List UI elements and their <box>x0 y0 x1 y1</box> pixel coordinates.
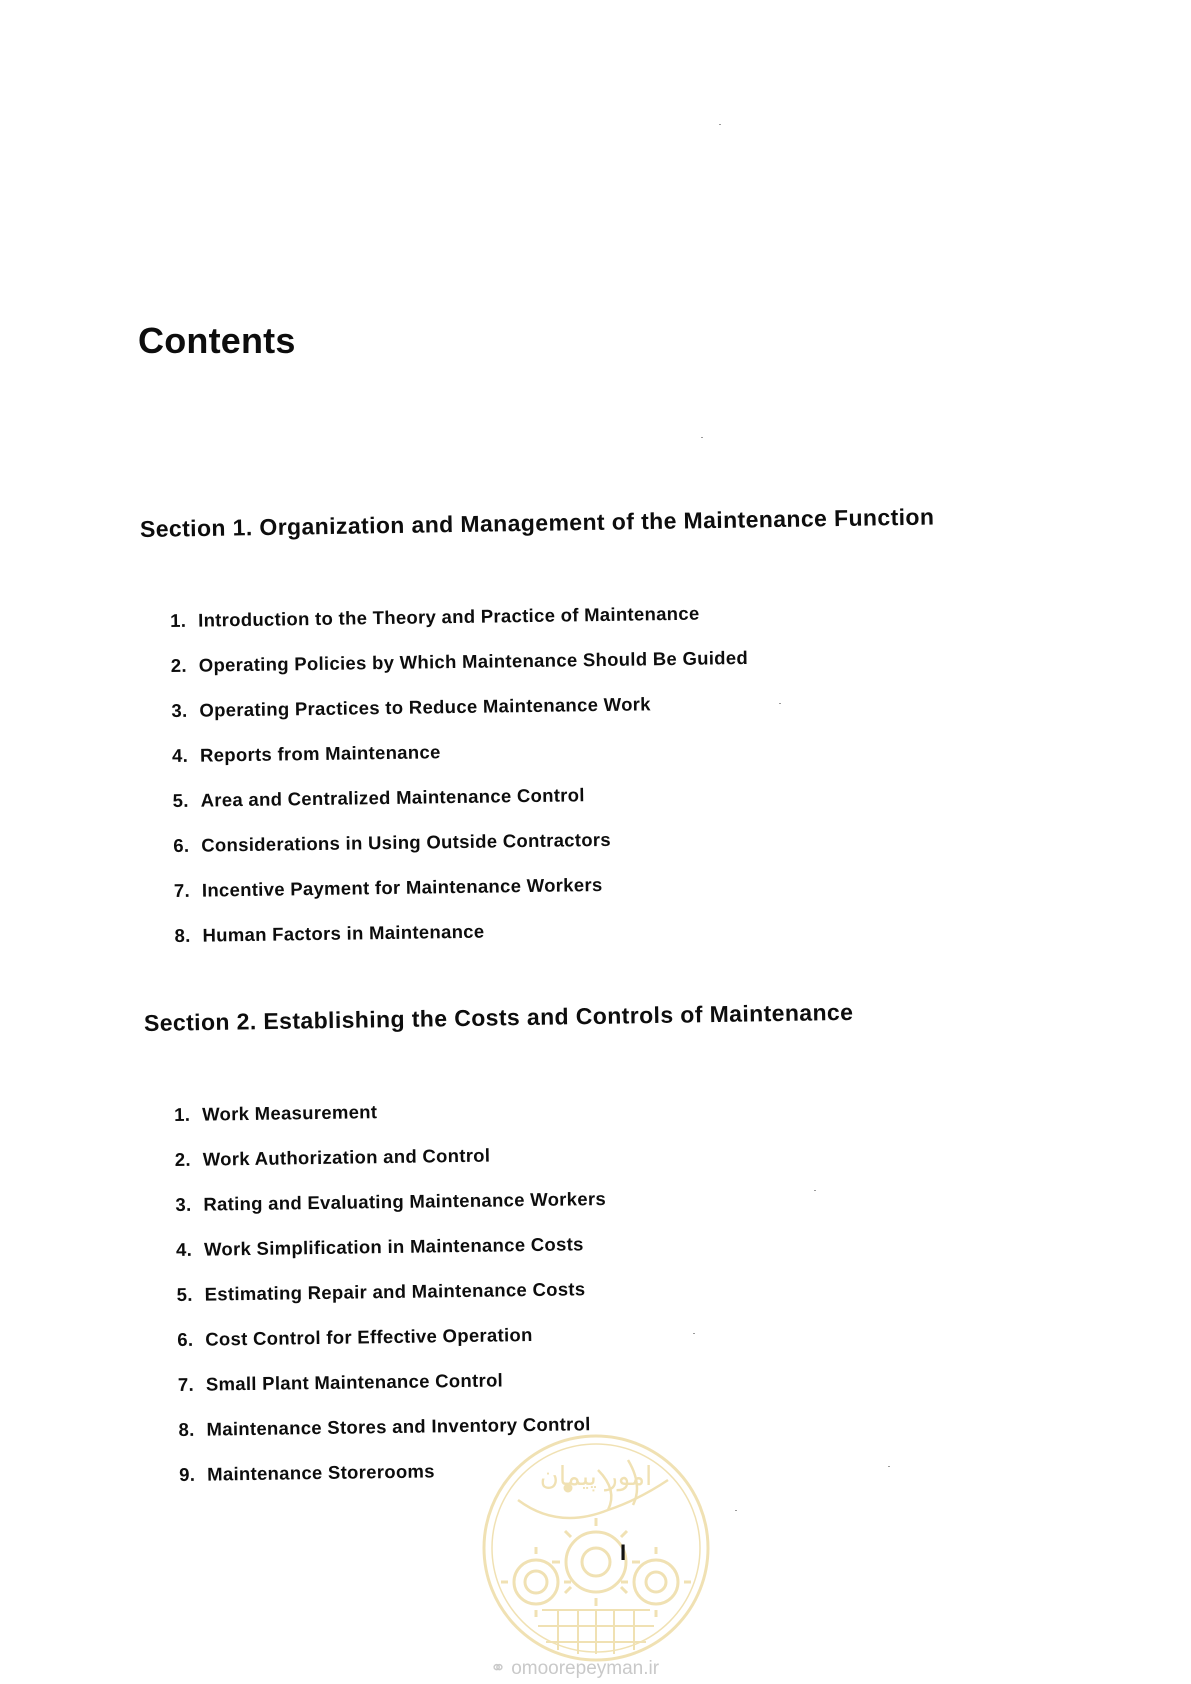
section-2-heading: Section 2. Establishing the Costs and Controls of Maintenance <box>143 998 854 1036</box>
toc-entry <box>174 1097 605 1148</box>
toc-entry-number: 8. <box>174 924 191 946</box>
scan-speck <box>779 703 781 704</box>
toc-entry <box>171 646 749 699</box>
toc-entry-number: 7. <box>173 879 191 901</box>
toc-entry-number: 5. <box>172 789 189 811</box>
section-1-chapter-list <box>170 601 752 969</box>
toc-entry-number: 2. <box>174 1148 191 1170</box>
toc-entry-title: Introduction to the Theory and Practice of Maintenance <box>198 602 700 631</box>
toc-entry-number: 5. <box>176 1283 193 1305</box>
section-1-heading: Section 1. Organization and Management of the Maintenance Function <box>139 503 935 542</box>
toc-entry-number: 6. <box>173 834 190 856</box>
toc-entry-number: 4. <box>171 744 189 766</box>
globe-icon: ⚭ <box>490 1658 506 1679</box>
toc-entry <box>177 1322 608 1373</box>
toc-entry-title: Cost Control for Effective Operation <box>205 1324 533 1350</box>
toc-entry-title: Small Plant Maintenance Control <box>205 1369 504 1395</box>
toc-entry <box>172 736 750 789</box>
toc-entry <box>173 826 751 879</box>
toc-entry-title: Considerations in Using Outside Contractors <box>201 828 612 856</box>
toc-entry-title: Reports from Maintenance <box>199 741 441 766</box>
scan-speck <box>888 1466 890 1467</box>
toc-entry-number: 4. <box>175 1238 193 1260</box>
page-marker: I <box>620 1540 627 1565</box>
toc-entry-title: Work Simplification in Maintenance Costs <box>203 1233 584 1260</box>
toc-entry <box>176 1232 607 1283</box>
toc-entry-number: 6. <box>177 1328 194 1350</box>
toc-entry-title: Area and Centralized Maintenance Control <box>200 784 585 811</box>
toc-entry-title: Operating Policies by Which Maintenance Should Be Guided <box>198 646 749 676</box>
toc-entry <box>173 781 751 834</box>
page-title: Contents <box>138 320 296 361</box>
toc-entry-number: 1. <box>174 1103 191 1125</box>
toc-entry-title: Maintenance Storerooms <box>207 1460 435 1485</box>
toc-entry-title: Rating and Evaluating Maintenance Workers <box>203 1187 607 1215</box>
toc-entry-number: 2. <box>170 654 187 676</box>
toc-entry <box>175 1187 606 1238</box>
watermark-url-text: omoorepeyman.ir <box>511 1658 660 1679</box>
toc-entry <box>177 1277 608 1328</box>
toc-entry-title: Human Factors in Maintenance <box>202 920 485 946</box>
toc-entry-number: 3. <box>175 1193 192 1215</box>
toc-entry-number: 7. <box>177 1373 195 1395</box>
toc-entry <box>175 1142 606 1193</box>
scan-speck <box>693 1333 695 1334</box>
toc-entry <box>174 916 752 969</box>
toc-entry-number: 8. <box>178 1418 195 1440</box>
toc-entry <box>171 691 749 744</box>
scan-speck <box>701 437 703 438</box>
toc-entry-title: Work Measurement <box>202 1101 378 1125</box>
watermark-url <box>490 1657 659 1680</box>
toc-entry-title: Estimating Repair and Maintenance Costs <box>204 1278 586 1305</box>
toc-entry-title: Maintenance Stores and Inventory Control <box>206 1413 591 1440</box>
toc-entry <box>174 871 752 924</box>
toc-entry-number: 3. <box>171 699 188 721</box>
toc-entry-number: 9. <box>179 1463 196 1485</box>
scan-speck <box>719 124 721 125</box>
toc-entry <box>170 601 748 654</box>
watermark-script-text: امور پیمان <box>539 1462 653 1492</box>
toc-entry-title: Operating Practices to Reduce Maintenance Work <box>199 693 651 721</box>
toc-entry-title: Work Authorization and Control <box>202 1144 491 1170</box>
scan-speck <box>735 1510 737 1511</box>
watermark-seal-icon <box>478 1430 714 1666</box>
scan-speck <box>814 1190 816 1191</box>
toc-entry-title: Incentive Payment for Maintenance Workers <box>201 873 603 901</box>
toc-entry-number: 1. <box>170 609 187 631</box>
toc-entry <box>178 1367 609 1418</box>
